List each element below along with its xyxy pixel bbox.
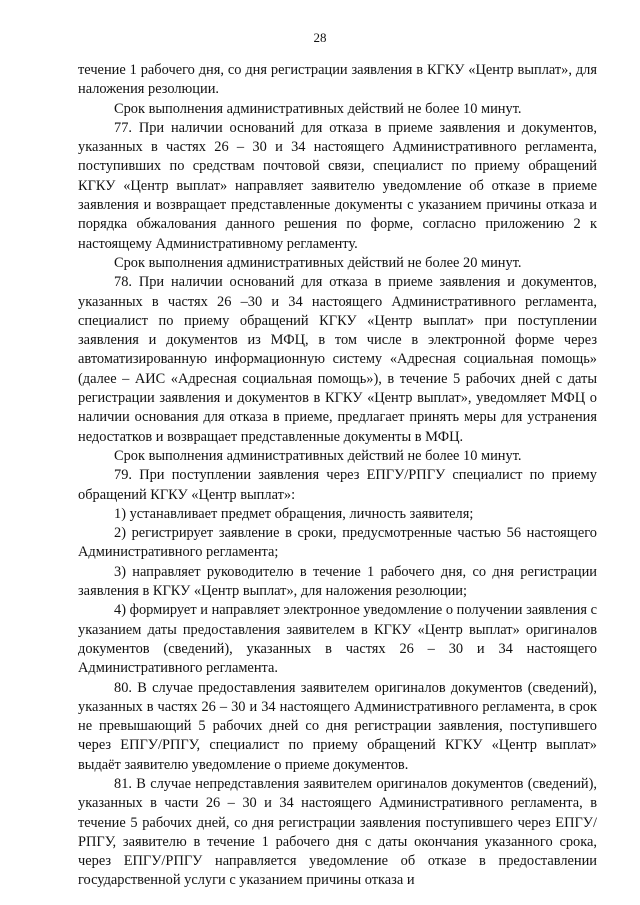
paragraph-81: 81. В случае непредставления заявителем оригиналов документов (сведений), указанных в части 26 – 30 и 34 настоящего Административного регламента, в течение 5 рабочих дней, со дня регистрации заявления поступившего через ЕПГУ/РПГУ, заявителю в течение 1 рабочего дня с даты окончания указанного срока, через ЕПГУ/РПГУ направляется уведомление об отказе в предоставлении государственной услуги с указанием причины отказа и	[78, 775, 597, 889]
list-item-3: 3) направляет руководителю в течение 1 рабочего дня, со дня регистрации заявления в КГКУ «Центр выплат», для наложения резолюции;	[78, 563, 597, 600]
list-item-2: 2) регистрирует заявление в сроки, предусмотренные частью 56 настоящего Административного регламента;	[78, 525, 597, 561]
paragraph-time-limit: Срок выполнения административных действий не более 20 минут.	[114, 254, 522, 271]
page-number: 28	[313, 30, 327, 45]
paragraph-79: 79. При поступлении заявления через ЕПГУ/РПГУ специалист по приему обращений КГКУ «Центр выплат»:	[78, 467, 597, 503]
list-item-4: 4) формирует и направляет электронное уведомление о получении заявления с указанием даты предоставления заявителем в КГКУ «Центр выплат» оригиналов документов (сведений), указанных в частях 26 – 30 и 34 настоящего Административного регламента.	[78, 602, 597, 677]
paragraph-80: 80. В случае предоставления заявителем оригиналов документов (сведений), указанных в частях 26 – 30 и 34 настоящего Административного регламента, в срок не превышающий 5 рабочих дней со дня регистрации заявления, поступившего через ЕПГУ/РПГУ, специалист по приему обращений КГКУ «Центр выплат» выдаёт заявителю уведомление о приеме документов.	[78, 679, 597, 773]
paragraph-78: 78. При наличии оснований для отказа в приеме заявления и документов, указанных в частях 26 –30 и 34 настоящего Административного регламента, специалист по приему обращений КГКУ «Центр выплат» при поступлении заявления и документов из МФЦ, в том числе в электронной форме через автоматизированную информационную систему «Адресная социальная помощь» (далее – АИС «Адресная социальная помощь»), в течение 5 рабочих дней с даты регистрации заявления и документов в КГКУ «Центр выплат», уведомляет МФЦ о наличии основания для отказа в приеме, предлагает принять меры для устранения недостатков и возвращает представленные документы в МФЦ.	[78, 274, 597, 445]
list-item-1: 1) устанавливает предмет обращения, личность заявителя;	[114, 505, 474, 522]
paragraph-time-limit: Срок выполнения административных действий не более 10 минут.	[114, 100, 522, 117]
paragraph-77: 77. При наличии оснований для отказа в приеме заявления и документов, указанных в частях 26 – 30 и 34 настоящего Административного регламента, поступивших по средствам почтовой связи, специалист по приему обращений КГКУ «Центр выплат» направляет заявителю уведомление об отказе в приеме заявления и возвращает представленные документы с указанием причины отказа и порядка обжалования данного решения по форме, согласно приложению 2 к настоящему Административному регламенту.	[78, 119, 597, 252]
paragraph-continuation: течение 1 рабочего дня, со дня регистрации заявления в КГКУ «Центр выплат», для наложения резолюции.	[78, 62, 597, 98]
document-body	[78, 61, 597, 891]
paragraph-time-limit: Срок выполнения административных действий не более 10 минут.	[114, 447, 522, 464]
